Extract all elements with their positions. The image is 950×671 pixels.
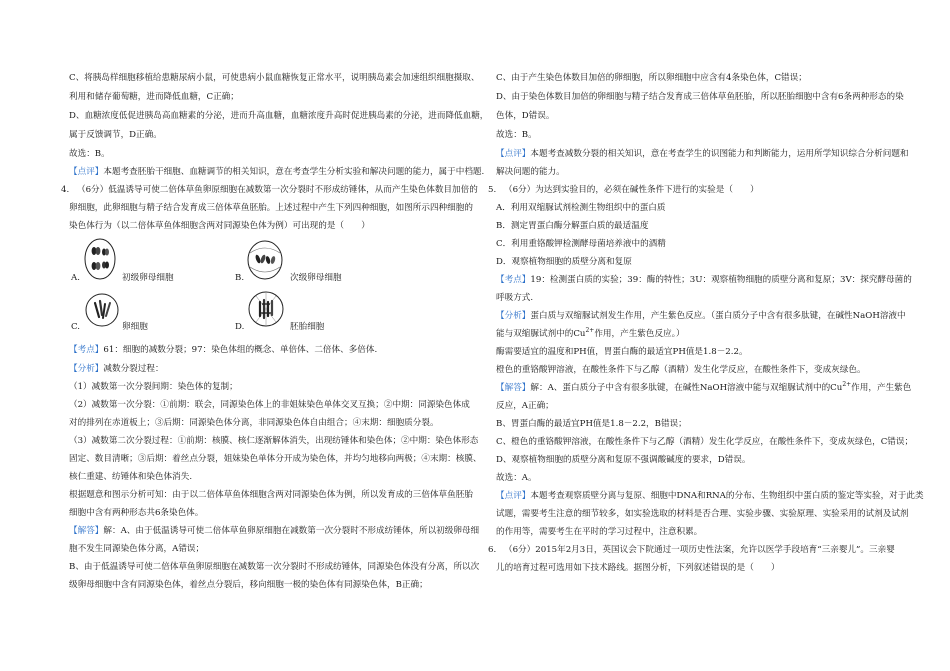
comment-tag: 【点评】: [69, 167, 104, 177]
q5-kaodian-line1: [496, 275, 912, 286]
q5-fenxi-line1: [496, 311, 906, 322]
r-kaodian-tag: 【考点】: [496, 275, 531, 285]
answer-c-line1: C、将胰岛样细胞移植给患糖尿病小鼠，可使患病小鼠血糖恢复正常水平，说明胰岛素会加速组织细胞摄取、: [69, 73, 480, 83]
option-a-label: A.: [71, 273, 80, 283]
r-fenxi-text: 蛋白质与双缩脲试剂发生作用，产生紫色反应。（蛋白质分子中含有很多肽键，在碱性NaOH溶液中: [530, 311, 906, 321]
r-dianping-text: 本题考查观察质壁分离与复原、细胞中DNA和RNA的分布、生物组织中蛋白质的鉴定等实验，对于此类: [530, 491, 924, 501]
q5-stem: （6分）为达到实验目的，必须在碱性条件下进行的实验是（ ）: [504, 185, 759, 195]
q5-jieda-line5: D、观察植物细胞的质壁分离和复原不强调酸碱度的要求，D错误。: [496, 455, 751, 465]
fenxi-text: 减数分裂过程：: [103, 364, 164, 374]
option-c-label: C.: [71, 322, 81, 332]
r-fenxi-line2b: 作用，产生紫色反应。）: [594, 329, 685, 339]
figure-embryo-cell: [246, 289, 286, 329]
r-fenxi-tag: 【分析】: [496, 311, 531, 321]
r-kaodian-text: 19：检测蛋白质的实验；39：酶的特性；3U：观察植物细胞的质壁分离和复原；3V：探究酵母菌的: [530, 275, 912, 285]
q5-option-d: D．观察植物细胞的质壁分离和复原: [496, 257, 632, 267]
q4-kaodian: [69, 345, 377, 356]
fenxi-line7: 根据题意和图示分析可知：由于以二倍体草鱼体细胞含两对同源染色体为例，所以发育成的三倍体草鱼胚胎: [69, 490, 473, 500]
kaodian-text: 61：细胞的减数分裂；97：染色体组的概念、单倍体、二倍体、多倍体.: [103, 345, 378, 355]
q4-stem-line1: （6分）低温诱导可使二倍体草鱼卵原细胞在减数第一次分裂时不形成纺锤体，从而产生染色体数目加倍的: [77, 185, 478, 195]
q5-option-a: A．利用双缩脲试剂检测生物组织中的蛋白质: [496, 203, 666, 213]
jieda-line2: 胞不发生同源染色体分离，A错误；: [69, 544, 205, 554]
q4-number: 4.: [61, 185, 70, 195]
fenxi-line8: 细胞中含有两种形态共6条染色体。: [69, 508, 204, 518]
answer-d-line1: D、血糖浓度低促进胰岛高血糖素的分泌，进而升高血糖，血糖浓度升高时促进胰岛素的分泌，进而降低血糖，: [69, 111, 489, 121]
r-answer-d-line2: 色体，D错误。: [496, 111, 555, 121]
answer-d-line2: 属于反馈调节，D正确。: [69, 130, 162, 140]
q5-number: 5.: [488, 185, 497, 195]
option-c-caption: 卵细胞: [122, 322, 148, 332]
q5-jieda-line2: 反应，A正确；: [496, 401, 554, 411]
fenxi-line2: （2）减数第一次分裂：①前期：联会，同源染色体上的非姐妹染色单体交叉互换；②中期：同源染色体成: [69, 400, 470, 410]
q5-jieda-line4: C、橙色的重铬酸钾溶液，在酸性条件下与乙醇（酒精）发生化学反应，在酸性条件下，变成灰绿色，C错误；: [496, 437, 914, 447]
r-answer-d-line1: D、由于染色体数目加倍的卵细胞与精子结合发育成三倍体草鱼胚胎，所以胚胎细胞中含有6条两种形态的染: [496, 92, 904, 102]
jieda-line4: 级卵母细胞中含有同源染色体，着丝点分裂后，移向细胞一极的染色体有同源染色体，B正确；: [69, 580, 428, 590]
q5-kaodian-line2: 呼吸方式.: [496, 293, 534, 303]
figure-egg-cell: [83, 291, 121, 329]
q5-jieda-line6: 故选：A。: [496, 473, 537, 483]
option-b-label: B.: [235, 273, 245, 283]
cu-charge-2: 2+: [842, 381, 852, 389]
option-a-caption: 初级卵母细胞: [122, 273, 174, 283]
figure-primary-oocyte: [83, 236, 117, 282]
r-dianping-tag: 【点评】: [496, 491, 531, 501]
option-d-caption: 胚胎细胞: [290, 322, 325, 332]
q5-dianping-line3: 的作用等，需要考生在平时的学习过程中，注意积累。: [496, 527, 703, 537]
answer-choice: 故选：B。: [69, 149, 110, 159]
r-jieda-text-b: 作用，产生紫色: [851, 383, 912, 393]
q4-stem-line2: 卵细胞，此卵细胞与精子结合发育成三倍体草鱼胚胎。上述过程中产生下列四种细胞，如图所示四种细胞的: [69, 203, 473, 213]
q5-option-b: B．测定胃蛋白酶分解蛋白质的最适温度: [496, 221, 649, 231]
r-jieda-tag: 【解答】: [496, 383, 531, 393]
r-comment-line1: [496, 149, 909, 160]
jieda-tag: 【解答】: [69, 526, 104, 536]
jieda-line3: B、由于低温诱导可使二倍体草鱼卵原细胞在减数第一次分裂时不形成纺锤体，同源染色体没有分离，所以次: [69, 562, 480, 572]
q5-fenxi-line4: 橙色的重铬酸钾溶液，在酸性条件下与乙醇（酒精）发生化学反应，在酸性条件下，变成灰绿色。: [496, 365, 866, 375]
comment-text: 本题考查胚胎干细胞、血糖调节的相关知识，意在考查学生分析实验和解决问题的能力，属于中档题.: [103, 167, 485, 177]
q6-stem-line1: （6分）2015年2月3日，英国议会下院通过一项历史性法案，允许以医学手段培育“三亲婴儿”。三亲婴: [504, 545, 895, 555]
r-jieda-text: 解：A、蛋白质分子中含有很多肽键，在碱性NaOH溶液中能与双缩脲试剂中的Cu: [530, 383, 843, 393]
fenxi-line3: 对的排列在赤道板上；③后期：同源染色体分离，非同源染色体自由组合；④末期：细胞质分裂。: [69, 418, 439, 428]
q4-stem-line3: 染色体行为（以二倍体草鱼体细胞含两对同源染色体为例）可出现的是（ ）: [69, 221, 370, 231]
option-d-label: D.: [235, 322, 245, 332]
q5-jieda-line3: B、胃蛋白酶的最适宜PH值是1.8－2.2，B错误；: [496, 419, 687, 429]
comment-line: [69, 167, 484, 178]
q5-dianping-line2: 试题，需要考生注意的细节较多，如实验选取的材料是否合理、实验步骤、实验原理、实验采用的试剂及试剂: [496, 509, 909, 519]
r-comment-tag: 【点评】: [496, 149, 531, 159]
fenxi-line5: 固定、数目清晰；③后期：着丝点分裂，姐妹染色单体分开成为染色体，并均匀地移向两极；④末期：核膜、: [69, 454, 482, 464]
jieda-line1: [69, 526, 479, 537]
fenxi-line4: （3）减数第二次分裂过程：①前期：核膜、核仁逐渐解体消失，出现纺锤体和染色体；②中期：染色体形态: [69, 436, 479, 446]
q5-option-c: C．利用重铬酸钾检测酵母菌培养液中的酒精: [496, 239, 666, 249]
answer-c-line2: 利用和储存葡萄糖，进而降低血糖，C正确；: [69, 92, 239, 102]
jieda-text: 解：A、由于低温诱导可使二倍体草鱼卵原细胞在减数第一次分裂时不形成纺锤体，所以初级卵母细: [103, 526, 480, 536]
cu-charge: 2+: [585, 327, 595, 335]
q5-dianping-line1: [496, 491, 924, 502]
fenxi-line1: （1）减数第一次分裂间期：染色体的复制；: [69, 382, 238, 392]
q6-number: 6.: [488, 545, 497, 555]
option-b-caption: 次级卵母细胞: [290, 273, 342, 283]
r-answer-c: C、由于产生染色体数目加倍的卵细胞，所以卵细胞中应含有4条染色体，C错误；: [496, 73, 807, 83]
r-comment-line2: 解决问题的能力。: [496, 167, 565, 177]
r-fenxi-line2a: 能与双缩脲试剂中的Cu: [496, 329, 586, 339]
q6-stem-line2: 儿的培育过程可选用如下技术路线。据图分析，下列叙述错误的是（ ）: [496, 563, 780, 573]
r-comment-text: 本题考查减数分裂的相关知识，意在考查学生的识图能力和判断能力，运用所学知识综合分析问题和: [530, 149, 909, 159]
q5-fenxi-line3: 酶需要适宜的温度和PH值，胃蛋白酶的最适宜PH值是1.8－2.2。: [496, 347, 748, 357]
fenxi-tag: 【分析】: [69, 364, 104, 374]
figure-secondary-oocyte: [246, 238, 284, 282]
q5-fenxi-line2: [496, 329, 685, 340]
fenxi-line6: 核仁重建、纺锤体和染色体消失.: [69, 472, 193, 482]
kaodian-tag: 【考点】: [69, 345, 104, 355]
r-answer-choice: 故选：B。: [496, 130, 537, 140]
q5-jieda-line1: [496, 383, 911, 394]
q4-fenxi: [69, 364, 164, 375]
